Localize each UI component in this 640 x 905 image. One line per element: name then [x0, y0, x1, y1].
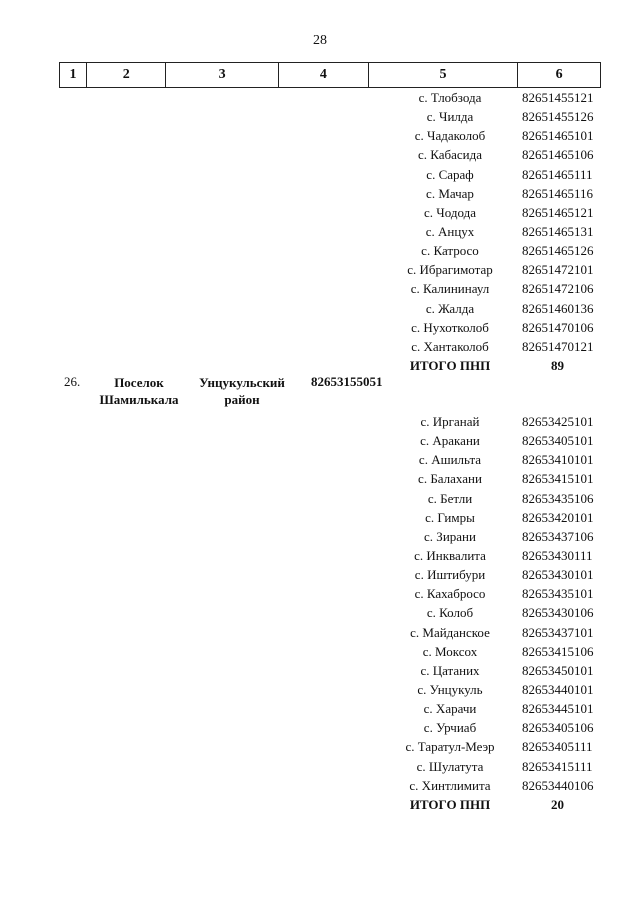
table-body-block-2: [0, 412, 640, 814]
settlement-name: с. Моксох: [422, 643, 478, 659]
district-number: 26.: [64, 374, 81, 389]
table-row: [0, 431, 640, 450]
district-okato: 82653155051: [311, 374, 383, 389]
settlement-name: с. Кабасида: [417, 147, 483, 163]
settlement-name: с. Шулатута: [416, 758, 484, 774]
district-rayon-line-1: Унцукульский: [199, 375, 285, 390]
settlement-code: 82651470106: [522, 319, 594, 335]
settlement-name: с. Хинтлимита: [409, 777, 491, 793]
settlement-name: с. Колоб: [426, 605, 474, 621]
settlement-name: с. Хантаколоб: [411, 338, 489, 354]
table-row: [0, 222, 640, 241]
table-row: [0, 145, 640, 164]
settlement-name: с. Балахани: [418, 471, 482, 487]
settlement-name: с. Тлобзода: [418, 90, 482, 105]
table-row: [0, 642, 640, 661]
table-row: [0, 546, 640, 565]
settlement-name: с. Катросо: [421, 243, 479, 259]
total-value: 20: [551, 796, 564, 812]
total-row: [0, 356, 640, 375]
table-row: [0, 126, 640, 145]
settlement-name: с. Иштибури: [414, 567, 486, 583]
settlement-code: 82653430106: [522, 605, 594, 621]
table-body-block-1: [0, 88, 640, 375]
total-row: [0, 795, 640, 814]
settlement-name: с. Нухотколоб: [411, 319, 489, 335]
table-row: [0, 184, 640, 203]
district-name-line-2: Шамилькала: [99, 392, 179, 407]
settlement-name: с. Жалда: [425, 300, 475, 316]
table-row: [0, 203, 640, 222]
table-row: [0, 565, 640, 584]
settlement-code: 82653405111: [522, 739, 593, 755]
district-rayon: [183, 374, 301, 408]
table-row: [0, 469, 640, 488]
settlement-name: с. Калининаул: [410, 281, 490, 297]
table-row: [0, 165, 640, 184]
settlement-code: 82651455126: [522, 109, 594, 125]
page-number: 28: [313, 33, 327, 48]
table-row: [0, 699, 640, 718]
settlement-code: 82653420101: [522, 509, 594, 525]
settlement-code: 82653410101: [522, 452, 594, 468]
table-row: [0, 299, 640, 318]
table-row: [0, 337, 640, 356]
header-col-1: 1: [60, 63, 87, 87]
settlement-name: с. Ирганай: [420, 414, 480, 429]
settlement-name: с. Зирани: [424, 528, 476, 544]
settlement-code: 82651465121: [522, 204, 594, 220]
settlement-name: с. Таратул-Меэр: [405, 739, 495, 755]
settlement-name: с. Ашильта: [418, 452, 482, 468]
settlement-code: 82651465116: [522, 185, 594, 201]
settlement-code: 82653430111: [522, 547, 593, 563]
settlement-name: с. Аракани: [420, 433, 480, 449]
table-row: [0, 680, 640, 699]
settlement-name: с. Инквалита: [414, 547, 486, 563]
settlement-code: 82653415111: [522, 758, 593, 774]
settlement-code: 82651465106: [522, 147, 594, 163]
table-row: [0, 718, 640, 737]
header-col-4: 4: [279, 63, 369, 87]
table-row: [0, 603, 640, 622]
district-rayon-line-2: район: [224, 392, 260, 407]
table-row: [0, 450, 640, 469]
district-row: [0, 374, 640, 412]
settlement-name: с. Гимры: [425, 509, 475, 525]
table-row: [0, 737, 640, 756]
table-row: [0, 279, 640, 298]
settlement-code: 82653440101: [522, 681, 594, 697]
settlement-name: с. Анцух: [425, 223, 475, 239]
table-row: [0, 88, 640, 107]
district-name-line-1: Поселок: [114, 375, 164, 390]
settlement-code: 82651455121: [522, 90, 594, 105]
settlement-code: 82651472106: [522, 281, 594, 297]
settlement-code: 82653440106: [522, 777, 594, 793]
table-row: [0, 623, 640, 642]
settlement-name: с. Майданское: [410, 624, 490, 640]
total-value: 89: [551, 357, 564, 373]
total-label: ИТОГО ПНП: [409, 357, 491, 373]
table-row: [0, 584, 640, 603]
header-col-3: 3: [166, 63, 279, 87]
settlement-name: с. Урчиаб: [423, 720, 477, 736]
table-row: [0, 241, 640, 260]
table-row: [0, 776, 640, 795]
table-row: [0, 412, 640, 431]
settlement-name: с. Харачи: [423, 701, 477, 717]
settlement-code: 82653405101: [522, 433, 594, 449]
settlement-code: 82653450101: [522, 662, 594, 678]
settlement-code: 82653435101: [522, 586, 594, 602]
settlement-code: 82653405106: [522, 720, 594, 736]
settlement-code: 82653437101: [522, 624, 594, 640]
settlement-code: 82651472101: [522, 262, 594, 278]
settlement-code: 82653415106: [522, 643, 594, 659]
table-row: [0, 661, 640, 680]
settlement-name: с. Кахабросо: [414, 586, 486, 602]
settlement-name: с. Мачар: [426, 185, 474, 201]
settlement-name: с. Чадаколоб: [414, 128, 486, 144]
header-col-6: 6: [555, 67, 563, 82]
settlement-code: 82653445101: [522, 701, 594, 717]
table-row: [0, 489, 640, 508]
settlement-code: 82651465111: [522, 166, 593, 182]
settlement-code: 82653435106: [522, 490, 594, 506]
settlement-name: с. Цатаних: [420, 662, 480, 678]
header-col-2: 2: [87, 63, 166, 87]
settlement-code: 82651465101: [522, 128, 594, 144]
settlement-name: с. Сараф: [426, 166, 474, 182]
settlement-name: с. Унцукуль: [417, 681, 483, 697]
settlement-name: с. Чилда: [426, 109, 474, 125]
settlement-code: 82653425101: [522, 414, 594, 429]
settlement-code: 82651465126: [522, 243, 594, 259]
total-label: ИТОГО ПНП: [409, 796, 491, 812]
table-row: [0, 757, 640, 776]
settlement-code: 82653437106: [522, 528, 594, 544]
settlement-name: с. Чодода: [424, 204, 476, 220]
table-header: [59, 62, 601, 88]
settlement-code: 82653430101: [522, 567, 594, 583]
table-row: [0, 107, 640, 126]
settlement-code: 82653415101: [522, 471, 594, 487]
settlement-code: 82651465131: [522, 223, 594, 239]
table-row: [0, 527, 640, 546]
district-name: [96, 374, 182, 408]
settlement-name: с. Ибрагимотар: [407, 262, 493, 278]
table-row: [0, 318, 640, 337]
settlement-code: 82651470121: [522, 338, 594, 354]
settlement-name: с. Бетли: [427, 490, 473, 506]
settlement-code: 82651460136: [522, 300, 594, 316]
table-row: [0, 508, 640, 527]
table-row: [0, 260, 640, 279]
header-col-5: 5: [369, 63, 518, 87]
